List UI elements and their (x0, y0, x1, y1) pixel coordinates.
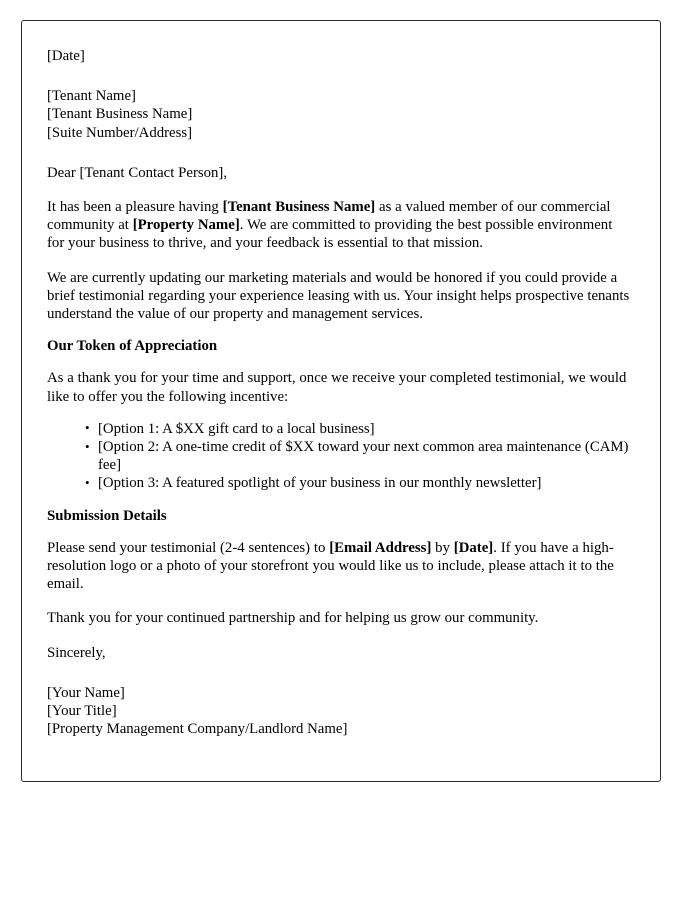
paragraph-incentive-intro: As a thank you for your time and support, once we receive your completed testimonial, we would like to offer you the following incentive: (47, 370, 627, 405)
salutation: Dear [Tenant Contact Person], (47, 164, 228, 181)
heading-token-of-appreciation: Our Token of Appreciation (47, 338, 218, 355)
recipient-line-suite-address: [Suite Number/Address] (47, 124, 193, 141)
paragraph-submission-bold-date: [Date] (453, 539, 494, 556)
spacer-after-closing (47, 676, 633, 684)
recipient-line-business-name: [Tenant Business Name] (47, 106, 193, 123)
date-line: [Date] (47, 48, 85, 64)
letter-page-frame (21, 20, 661, 782)
recipient-address-block (47, 87, 633, 142)
recipient-line-tenant-name: [Tenant Name] (47, 88, 136, 105)
spacer-after-date (47, 79, 633, 87)
signature-line-company-name: [Property Management Company/Landlord Name] (47, 721, 348, 738)
paragraph-intro (47, 198, 633, 253)
paragraph-intro-text-1: It has been a pleasure having (47, 199, 223, 216)
signature-block (47, 684, 633, 739)
list-item: • [Option 1: A $XX gift card to a local business] (85, 420, 633, 438)
list-item: • [Option 2: A one-time credit of $XX toward your next common area maintenance (CAM) fee] (85, 438, 633, 474)
paragraph-submission-bold-email: [Email Address] (329, 539, 432, 556)
paragraph-request: We are currently updating our marketing materials and would be honored if you could provide a brief testimonial regarding your experience leasing with us. Your insight helps prospective tenants understand the value of our property and management services. (47, 269, 630, 323)
paragraph-intro-bold-property-name: [Property Name] (132, 217, 240, 234)
paragraph-thank-you: Thank you for your continued partnership and for helping us grow our community. (47, 610, 539, 627)
incentive-options-list (47, 420, 633, 493)
letter-content (47, 47, 633, 752)
signature-line-your-name: [Your Name] (47, 684, 125, 701)
paragraph-submission-text-2: by (431, 539, 454, 556)
paragraph-intro-text-2: as a valued member of our commercial community at (47, 199, 611, 234)
signature-line-your-title: [Your Title] (47, 703, 117, 720)
paragraph-submission-text-3: . If you have a high-resolution logo or a photo of your storefront you would like us to include, please attach it to the email. (47, 539, 614, 593)
spacer-after-address (47, 156, 633, 164)
paragraph-submission (47, 539, 633, 594)
closing-line: Sincerely, (47, 644, 106, 661)
paragraph-submission-text-1: Please send your testimonial (2-4 sentences) to (47, 539, 330, 556)
list-item: • [Option 3: A featured spotlight of your business in our monthly newsletter] (85, 474, 633, 492)
heading-submission-details: Submission Details (47, 507, 167, 524)
paragraph-intro-text-3: . We are committed to providing the best possible environment for your business to thrive, and your feedback is essential to that mission. (47, 217, 613, 252)
paragraph-intro-bold-business-name: [Tenant Business Name] (222, 199, 376, 216)
